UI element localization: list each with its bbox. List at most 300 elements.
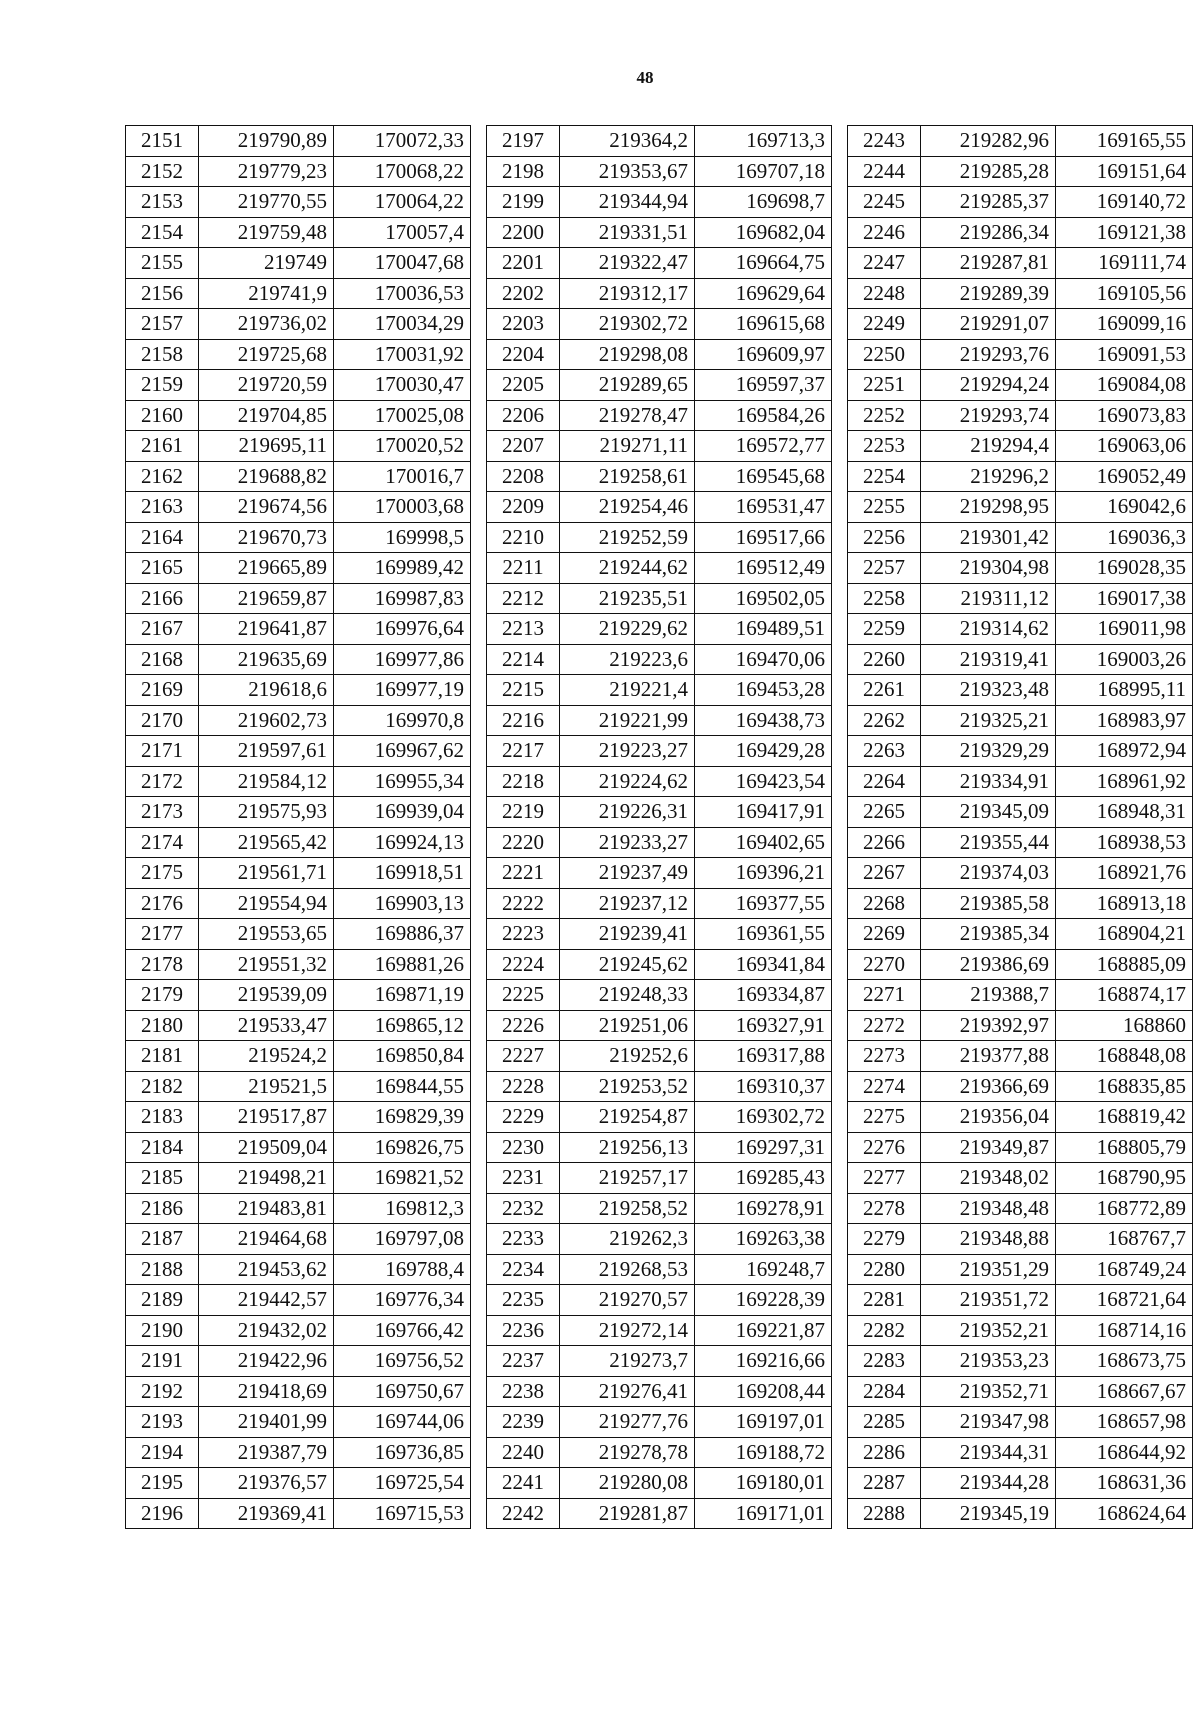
point-number-cell: 2210 [487, 522, 560, 553]
table-row [487, 766, 832, 797]
table-row [848, 522, 1193, 553]
x-coordinate-cell: 219385,58 [921, 888, 1056, 919]
x-coordinate-cell: 219720,59 [199, 370, 334, 401]
page-number: 48 [636, 68, 654, 87]
x-coordinate-cell: 219521,5 [199, 1071, 334, 1102]
point-number-cell: 2277 [848, 1163, 921, 1194]
point-number-cell: 2273 [848, 1041, 921, 1072]
x-coordinate-cell: 219551,32 [199, 949, 334, 980]
point-number-cell: 2187 [126, 1224, 199, 1255]
table-row [126, 461, 471, 492]
y-coordinate-cell: 170003,68 [334, 492, 471, 523]
y-coordinate-cell: 169489,51 [695, 614, 832, 645]
point-number-cell: 2286 [848, 1437, 921, 1468]
x-coordinate-cell: 219602,73 [199, 705, 334, 736]
x-coordinate-cell: 219759,48 [199, 217, 334, 248]
x-coordinate-cell: 219276,41 [560, 1376, 695, 1407]
y-coordinate-cell: 169998,5 [334, 522, 471, 553]
x-coordinate-cell: 219237,49 [560, 858, 695, 889]
point-number-cell: 2203 [487, 309, 560, 340]
table-row [848, 1224, 1193, 1255]
x-coordinate-cell: 219221,99 [560, 705, 695, 736]
y-coordinate-cell: 169664,75 [695, 248, 832, 279]
x-coordinate-cell: 219329,29 [921, 736, 1056, 767]
table-row [487, 187, 832, 218]
y-coordinate-cell: 169105,56 [1056, 278, 1193, 309]
x-coordinate-cell: 219244,62 [560, 553, 695, 584]
y-coordinate-cell: 168913,18 [1056, 888, 1193, 919]
x-coordinate-cell: 219272,14 [560, 1315, 695, 1346]
table-row [487, 1407, 832, 1438]
point-number-cell: 2282 [848, 1315, 921, 1346]
y-coordinate-cell: 168848,08 [1056, 1041, 1193, 1072]
point-number-cell: 2177 [126, 919, 199, 950]
point-number-cell: 2261 [848, 675, 921, 706]
x-coordinate-cell: 219262,3 [560, 1224, 695, 1255]
x-coordinate-cell: 219268,53 [560, 1254, 695, 1285]
y-coordinate-cell: 169073,83 [1056, 400, 1193, 431]
y-coordinate-cell: 169812,3 [334, 1193, 471, 1224]
point-number-cell: 2198 [487, 156, 560, 187]
y-coordinate-cell: 169310,37 [695, 1071, 832, 1102]
y-coordinate-cell: 169707,18 [695, 156, 832, 187]
x-coordinate-cell: 219286,34 [921, 217, 1056, 248]
y-coordinate-cell: 169698,7 [695, 187, 832, 218]
point-number-cell: 2260 [848, 644, 921, 675]
x-coordinate-cell: 219356,04 [921, 1102, 1056, 1133]
y-coordinate-cell: 168948,31 [1056, 797, 1193, 828]
table-row [848, 1132, 1193, 1163]
x-coordinate-cell: 219325,21 [921, 705, 1056, 736]
point-number-cell: 2229 [487, 1102, 560, 1133]
table-row [487, 1010, 832, 1041]
y-coordinate-cell: 169989,42 [334, 553, 471, 584]
x-coordinate-cell: 219565,42 [199, 827, 334, 858]
y-coordinate-cell: 169396,21 [695, 858, 832, 889]
x-coordinate-cell: 219539,09 [199, 980, 334, 1011]
x-coordinate-cell: 219237,12 [560, 888, 695, 919]
y-coordinate-cell: 170068,22 [334, 156, 471, 187]
table-row [126, 888, 471, 919]
table-row [126, 1193, 471, 1224]
table-row [487, 1041, 832, 1072]
x-coordinate-cell: 219293,74 [921, 400, 1056, 431]
y-coordinate-cell: 168860 [1056, 1010, 1193, 1041]
table-row [848, 217, 1193, 248]
y-coordinate-cell: 169036,3 [1056, 522, 1193, 553]
y-coordinate-cell: 169826,75 [334, 1132, 471, 1163]
table-row [848, 980, 1193, 1011]
point-number-cell: 2188 [126, 1254, 199, 1285]
table-row [487, 1468, 832, 1499]
y-coordinate-cell: 169881,26 [334, 949, 471, 980]
y-coordinate-cell: 168667,67 [1056, 1376, 1193, 1407]
x-coordinate-cell: 219226,31 [560, 797, 695, 828]
y-coordinate-cell: 169341,84 [695, 949, 832, 980]
table-row [487, 1071, 832, 1102]
point-number-cell: 2237 [487, 1346, 560, 1377]
y-coordinate-cell: 168835,85 [1056, 1071, 1193, 1102]
x-coordinate-cell: 219351,29 [921, 1254, 1056, 1285]
table-row [126, 1468, 471, 1499]
table-row [126, 309, 471, 340]
x-coordinate-cell: 219388,7 [921, 980, 1056, 1011]
table-row [126, 1102, 471, 1133]
point-number-cell: 2288 [848, 1498, 921, 1529]
table-row [487, 1498, 832, 1529]
x-coordinate-cell: 219453,62 [199, 1254, 334, 1285]
table-row [487, 583, 832, 614]
y-coordinate-cell: 169713,3 [695, 126, 832, 157]
y-coordinate-cell: 169180,01 [695, 1468, 832, 1499]
table-row [487, 431, 832, 462]
point-number-cell: 2189 [126, 1285, 199, 1316]
y-coordinate-cell: 169052,49 [1056, 461, 1193, 492]
y-coordinate-cell: 170020,52 [334, 431, 471, 462]
table-row [487, 1285, 832, 1316]
table-row [126, 1498, 471, 1529]
point-number-cell: 2214 [487, 644, 560, 675]
y-coordinate-cell: 168624,64 [1056, 1498, 1193, 1529]
x-coordinate-cell: 219304,98 [921, 553, 1056, 584]
table-row [848, 644, 1193, 675]
point-number-cell: 2218 [487, 766, 560, 797]
y-coordinate-cell: 168921,76 [1056, 858, 1193, 889]
x-coordinate-cell: 219659,87 [199, 583, 334, 614]
x-coordinate-cell: 219285,28 [921, 156, 1056, 187]
table-row [126, 705, 471, 736]
x-coordinate-cell: 219301,42 [921, 522, 1056, 553]
table-row [126, 1346, 471, 1377]
x-coordinate-cell: 219278,78 [560, 1437, 695, 1468]
point-number-cell: 2266 [848, 827, 921, 858]
y-coordinate-cell: 168961,92 [1056, 766, 1193, 797]
table-row [848, 1102, 1193, 1133]
point-number-cell: 2274 [848, 1071, 921, 1102]
x-coordinate-cell: 219779,23 [199, 156, 334, 187]
point-number-cell: 2170 [126, 705, 199, 736]
table-row [848, 736, 1193, 767]
table-row [487, 1254, 832, 1285]
x-coordinate-cell: 219509,04 [199, 1132, 334, 1163]
x-coordinate-cell: 219277,76 [560, 1407, 695, 1438]
point-number-cell: 2167 [126, 614, 199, 645]
point-number-cell: 2194 [126, 1437, 199, 1468]
table-row [126, 644, 471, 675]
point-number-cell: 2152 [126, 156, 199, 187]
y-coordinate-cell: 169017,38 [1056, 583, 1193, 614]
y-coordinate-cell: 169776,34 [334, 1285, 471, 1316]
point-number-cell: 2226 [487, 1010, 560, 1041]
x-coordinate-cell: 219345,09 [921, 797, 1056, 828]
table-row [126, 1163, 471, 1194]
x-coordinate-cell: 219695,11 [199, 431, 334, 462]
y-coordinate-cell: 169197,01 [695, 1407, 832, 1438]
table-row [487, 644, 832, 675]
point-number-cell: 2201 [487, 248, 560, 279]
y-coordinate-cell: 168904,21 [1056, 919, 1193, 950]
table-row [848, 1468, 1193, 1499]
point-number-cell: 2163 [126, 492, 199, 523]
table-row [848, 370, 1193, 401]
table-row [126, 492, 471, 523]
point-number-cell: 2235 [487, 1285, 560, 1316]
table-row [126, 675, 471, 706]
table-row [848, 461, 1193, 492]
y-coordinate-cell: 169091,53 [1056, 339, 1193, 370]
coordinates-table-2 [486, 125, 832, 1529]
x-coordinate-cell: 219670,73 [199, 522, 334, 553]
x-coordinate-cell: 219245,62 [560, 949, 695, 980]
x-coordinate-cell: 219688,82 [199, 461, 334, 492]
y-coordinate-cell: 169188,72 [695, 1437, 832, 1468]
y-coordinate-cell: 169955,34 [334, 766, 471, 797]
table-row [126, 1407, 471, 1438]
table-row [126, 1376, 471, 1407]
table-row [487, 736, 832, 767]
y-coordinate-cell: 169977,19 [334, 675, 471, 706]
point-number-cell: 2233 [487, 1224, 560, 1255]
y-coordinate-cell: 169140,72 [1056, 187, 1193, 218]
x-coordinate-cell: 219374,03 [921, 858, 1056, 889]
point-number-cell: 2284 [848, 1376, 921, 1407]
y-coordinate-cell: 169821,52 [334, 1163, 471, 1194]
table-row [126, 248, 471, 279]
point-number-cell: 2205 [487, 370, 560, 401]
y-coordinate-cell: 168972,94 [1056, 736, 1193, 767]
x-coordinate-cell: 219366,69 [921, 1071, 1056, 1102]
table-row [487, 248, 832, 279]
y-coordinate-cell: 169517,66 [695, 522, 832, 553]
y-coordinate-cell: 169903,13 [334, 888, 471, 919]
point-number-cell: 2267 [848, 858, 921, 889]
table-row [126, 339, 471, 370]
point-number-cell: 2197 [487, 126, 560, 157]
y-coordinate-cell: 169682,04 [695, 217, 832, 248]
x-coordinate-cell: 219233,27 [560, 827, 695, 858]
table-row [848, 583, 1193, 614]
y-coordinate-cell: 169099,16 [1056, 309, 1193, 340]
y-coordinate-cell: 169502,05 [695, 583, 832, 614]
y-coordinate-cell: 169317,88 [695, 1041, 832, 1072]
y-coordinate-cell: 169797,08 [334, 1224, 471, 1255]
x-coordinate-cell: 219749 [199, 248, 334, 279]
point-number-cell: 2232 [487, 1193, 560, 1224]
x-coordinate-cell: 219674,56 [199, 492, 334, 523]
y-coordinate-cell: 170030,47 [334, 370, 471, 401]
x-coordinate-cell: 219575,93 [199, 797, 334, 828]
point-number-cell: 2222 [487, 888, 560, 919]
x-coordinate-cell: 219364,2 [560, 126, 695, 157]
y-coordinate-cell: 169221,87 [695, 1315, 832, 1346]
x-coordinate-cell: 219282,96 [921, 126, 1056, 157]
table-row [126, 1041, 471, 1072]
y-coordinate-cell: 169278,91 [695, 1193, 832, 1224]
x-coordinate-cell: 219344,28 [921, 1468, 1056, 1499]
table-row [487, 1376, 832, 1407]
table-row [848, 400, 1193, 431]
table-row [487, 461, 832, 492]
point-number-cell: 2195 [126, 1468, 199, 1499]
y-coordinate-cell: 169531,47 [695, 492, 832, 523]
y-coordinate-cell: 169151,64 [1056, 156, 1193, 187]
table-row [126, 919, 471, 950]
y-coordinate-cell: 170036,53 [334, 278, 471, 309]
point-number-cell: 2165 [126, 553, 199, 584]
x-coordinate-cell: 219524,2 [199, 1041, 334, 1072]
x-coordinate-cell: 219533,47 [199, 1010, 334, 1041]
y-coordinate-cell: 169750,67 [334, 1376, 471, 1407]
point-number-cell: 2168 [126, 644, 199, 675]
table-row [487, 309, 832, 340]
x-coordinate-cell: 219223,27 [560, 736, 695, 767]
point-number-cell: 2221 [487, 858, 560, 889]
y-coordinate-cell: 169871,19 [334, 980, 471, 1011]
table-row [848, 1010, 1193, 1041]
point-number-cell: 2178 [126, 949, 199, 980]
point-number-cell: 2265 [848, 797, 921, 828]
x-coordinate-cell: 219311,12 [921, 583, 1056, 614]
y-coordinate-cell: 169967,62 [334, 736, 471, 767]
y-coordinate-cell: 168767,7 [1056, 1224, 1193, 1255]
point-number-cell: 2240 [487, 1437, 560, 1468]
x-coordinate-cell: 219258,61 [560, 461, 695, 492]
point-number-cell: 2199 [487, 187, 560, 218]
x-coordinate-cell: 219392,97 [921, 1010, 1056, 1041]
y-coordinate-cell: 169302,72 [695, 1102, 832, 1133]
point-number-cell: 2159 [126, 370, 199, 401]
point-number-cell: 2181 [126, 1041, 199, 1072]
x-coordinate-cell: 219273,7 [560, 1346, 695, 1377]
table-row [126, 217, 471, 248]
point-number-cell: 2151 [126, 126, 199, 157]
table-row [848, 278, 1193, 309]
x-coordinate-cell: 219280,08 [560, 1468, 695, 1499]
x-coordinate-cell: 219348,48 [921, 1193, 1056, 1224]
point-number-cell: 2202 [487, 278, 560, 309]
x-coordinate-cell: 219331,51 [560, 217, 695, 248]
table-row [126, 400, 471, 431]
y-coordinate-cell: 169850,84 [334, 1041, 471, 1072]
y-coordinate-cell: 169615,68 [695, 309, 832, 340]
point-number-cell: 2249 [848, 309, 921, 340]
y-coordinate-cell: 168995,11 [1056, 675, 1193, 706]
table-row [487, 522, 832, 553]
y-coordinate-cell: 169171,01 [695, 1498, 832, 1529]
table-row [126, 1437, 471, 1468]
point-number-cell: 2157 [126, 309, 199, 340]
y-coordinate-cell: 169977,86 [334, 644, 471, 675]
x-coordinate-cell: 219790,89 [199, 126, 334, 157]
y-coordinate-cell: 169208,44 [695, 1376, 832, 1407]
point-number-cell: 2158 [126, 339, 199, 370]
point-number-cell: 2228 [487, 1071, 560, 1102]
point-number-cell: 2262 [848, 705, 921, 736]
point-number-cell: 2283 [848, 1346, 921, 1377]
table-row [487, 1193, 832, 1224]
y-coordinate-cell: 169417,91 [695, 797, 832, 828]
y-coordinate-cell: 169297,31 [695, 1132, 832, 1163]
x-coordinate-cell: 219635,69 [199, 644, 334, 675]
y-coordinate-cell: 168885,09 [1056, 949, 1193, 980]
x-coordinate-cell: 219377,88 [921, 1041, 1056, 1072]
x-coordinate-cell: 219235,51 [560, 583, 695, 614]
table-row [126, 858, 471, 889]
point-number-cell: 2264 [848, 766, 921, 797]
x-coordinate-cell: 219348,02 [921, 1163, 1056, 1194]
table-row [848, 919, 1193, 950]
point-number-cell: 2191 [126, 1346, 199, 1377]
x-coordinate-cell: 219618,6 [199, 675, 334, 706]
x-coordinate-cell: 219597,61 [199, 736, 334, 767]
table-row [126, 1254, 471, 1285]
table-row [126, 370, 471, 401]
table-row [848, 1254, 1193, 1285]
y-coordinate-cell: 169939,04 [334, 797, 471, 828]
table-row [126, 766, 471, 797]
point-number-cell: 2242 [487, 1498, 560, 1529]
y-coordinate-cell: 169766,42 [334, 1315, 471, 1346]
table-row [848, 1376, 1193, 1407]
y-coordinate-cell: 168721,64 [1056, 1285, 1193, 1316]
y-coordinate-cell: 169736,85 [334, 1437, 471, 1468]
y-coordinate-cell: 170064,22 [334, 187, 471, 218]
x-coordinate-cell: 219289,65 [560, 370, 695, 401]
y-coordinate-cell: 169063,06 [1056, 431, 1193, 462]
point-number-cell: 2251 [848, 370, 921, 401]
point-number-cell: 2166 [126, 583, 199, 614]
point-number-cell: 2161 [126, 431, 199, 462]
table-row [126, 431, 471, 462]
x-coordinate-cell: 219584,12 [199, 766, 334, 797]
table-row [126, 1315, 471, 1346]
point-number-cell: 2200 [487, 217, 560, 248]
table-row [848, 492, 1193, 523]
x-coordinate-cell: 219256,13 [560, 1132, 695, 1163]
x-coordinate-cell: 219252,59 [560, 522, 695, 553]
x-coordinate-cell: 219464,68 [199, 1224, 334, 1255]
x-coordinate-cell: 219385,34 [921, 919, 1056, 950]
point-number-cell: 2156 [126, 278, 199, 309]
x-coordinate-cell: 219554,94 [199, 888, 334, 919]
y-coordinate-cell: 168938,53 [1056, 827, 1193, 858]
y-coordinate-cell: 170057,4 [334, 217, 471, 248]
x-coordinate-cell: 219770,55 [199, 187, 334, 218]
point-number-cell: 2190 [126, 1315, 199, 1346]
point-number-cell: 2154 [126, 217, 199, 248]
point-number-cell: 2236 [487, 1315, 560, 1346]
point-number-cell: 2192 [126, 1376, 199, 1407]
y-coordinate-cell: 169228,39 [695, 1285, 832, 1316]
y-coordinate-cell: 169829,39 [334, 1102, 471, 1133]
point-number-cell: 2193 [126, 1407, 199, 1438]
x-coordinate-cell: 219278,47 [560, 400, 695, 431]
point-number-cell: 2175 [126, 858, 199, 889]
point-number-cell: 2164 [126, 522, 199, 553]
point-number-cell: 2217 [487, 736, 560, 767]
x-coordinate-cell: 219257,17 [560, 1163, 695, 1194]
table-row [848, 675, 1193, 706]
y-coordinate-cell: 168983,97 [1056, 705, 1193, 736]
point-number-cell: 2206 [487, 400, 560, 431]
point-number-cell: 2244 [848, 156, 921, 187]
point-number-cell: 2241 [487, 1468, 560, 1499]
y-coordinate-cell: 169285,43 [695, 1163, 832, 1194]
point-number-cell: 2258 [848, 583, 921, 614]
y-coordinate-cell: 168631,36 [1056, 1468, 1193, 1499]
y-coordinate-cell: 169725,54 [334, 1468, 471, 1499]
point-number-cell: 2254 [848, 461, 921, 492]
